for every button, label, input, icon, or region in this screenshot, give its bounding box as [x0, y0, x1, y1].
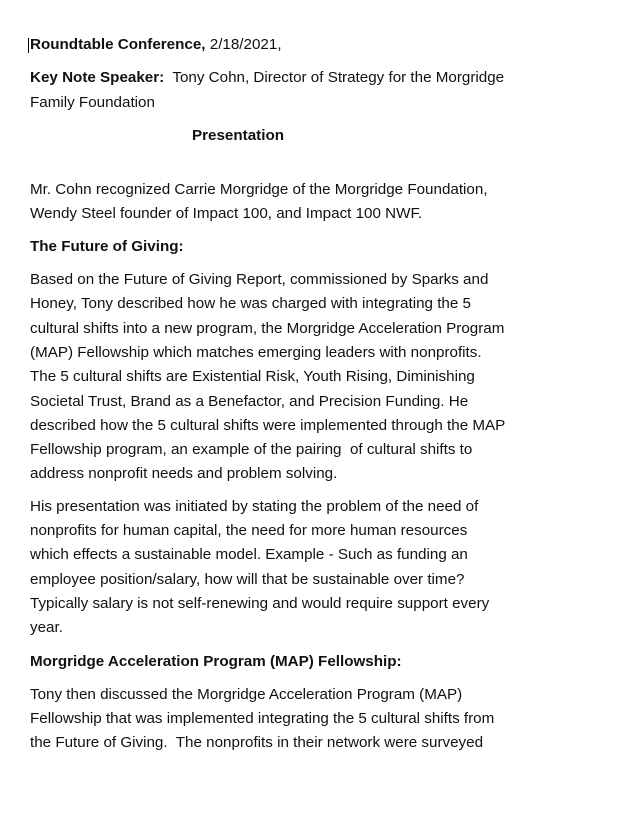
paragraph-line: Fellowship program, an example of the pairing of cultural shifts to [30, 441, 473, 459]
paragraph-line: Fellowship that was implemented integrating the 5 cultural shifts from [30, 710, 495, 728]
conference-title-line [30, 33, 590, 57]
paragraph-line: Tony then discussed the Morgridge Acceleration Program (MAP) [30, 685, 463, 703]
speaker-line-2: Family Foundation [30, 93, 155, 111]
paragraph-line: His presentation was initiated by stating the problem of the need of [30, 497, 479, 515]
paragraph-line: Societal Trust, Brand as a Benefactor, and Precision Funding. He [30, 392, 469, 410]
document-body[interactable] [30, 33, 590, 756]
paragraph-line: (MAP) Fellowship which matches emerging leaders with nonprofits. [30, 343, 482, 361]
future-of-giving-paragraph [30, 268, 590, 487]
future-of-giving-heading: The Future of Giving: [30, 237, 184, 255]
paragraph-line: Typically salary is not self-renewing and would require support every [30, 594, 490, 612]
paragraph-line: Honey, Tony described how he was charged with integrating the 5 [30, 295, 471, 313]
map-fellowship-heading: Morgridge Acceleration Program (MAP) Fellowship: [30, 652, 402, 670]
speaker-name: Tony Cohn, Director of Strategy for the Morgridge [164, 69, 505, 87]
problem-paragraph [30, 495, 590, 641]
intro-line: Mr. Cohn recognized Carrie Morgridge of the Morgridge Foundation, [30, 181, 488, 199]
paragraph-line: year. [30, 619, 63, 637]
paragraph-line: employee position/salary, how will that be sustainable over time? [30, 570, 465, 588]
speaker-line-1 [30, 66, 590, 90]
intro-line: Wendy Steel founder of Impact 100, and Impact 100 NWF. [30, 205, 423, 223]
speaker-label: Key Note Speaker: [30, 69, 165, 87]
paragraph-line: described how the 5 cultural shifts were implemented through the MAP [30, 416, 506, 434]
paragraph-line: nonprofits for human capital, the need for more human resources [30, 522, 468, 540]
conference-title: Roundtable Conference, [30, 36, 206, 53]
text-cursor [28, 38, 29, 53]
map-fellowship-paragraph [30, 683, 590, 756]
paragraph-line: cultural shifts into a new program, the Morgridge Acceleration Program [30, 319, 505, 337]
paragraph-line: which effects a sustainable model. Example - Such as funding an [30, 546, 468, 564]
paragraph-line: the Future of Giving. The nonprofits in their network were surveyed [30, 734, 484, 752]
paragraph-line: The 5 cultural shifts are Existential Risk, Youth Rising, Diminishing [30, 368, 475, 386]
presentation-heading: Presentation [192, 126, 284, 144]
paragraph-line: Based on the Future of Giving Report, commissioned by Sparks and [30, 271, 489, 289]
intro-paragraph [30, 178, 590, 227]
paragraph-line: address nonprofit needs and problem solving. [30, 465, 338, 483]
conference-date: 2/18/2021, [205, 36, 282, 53]
